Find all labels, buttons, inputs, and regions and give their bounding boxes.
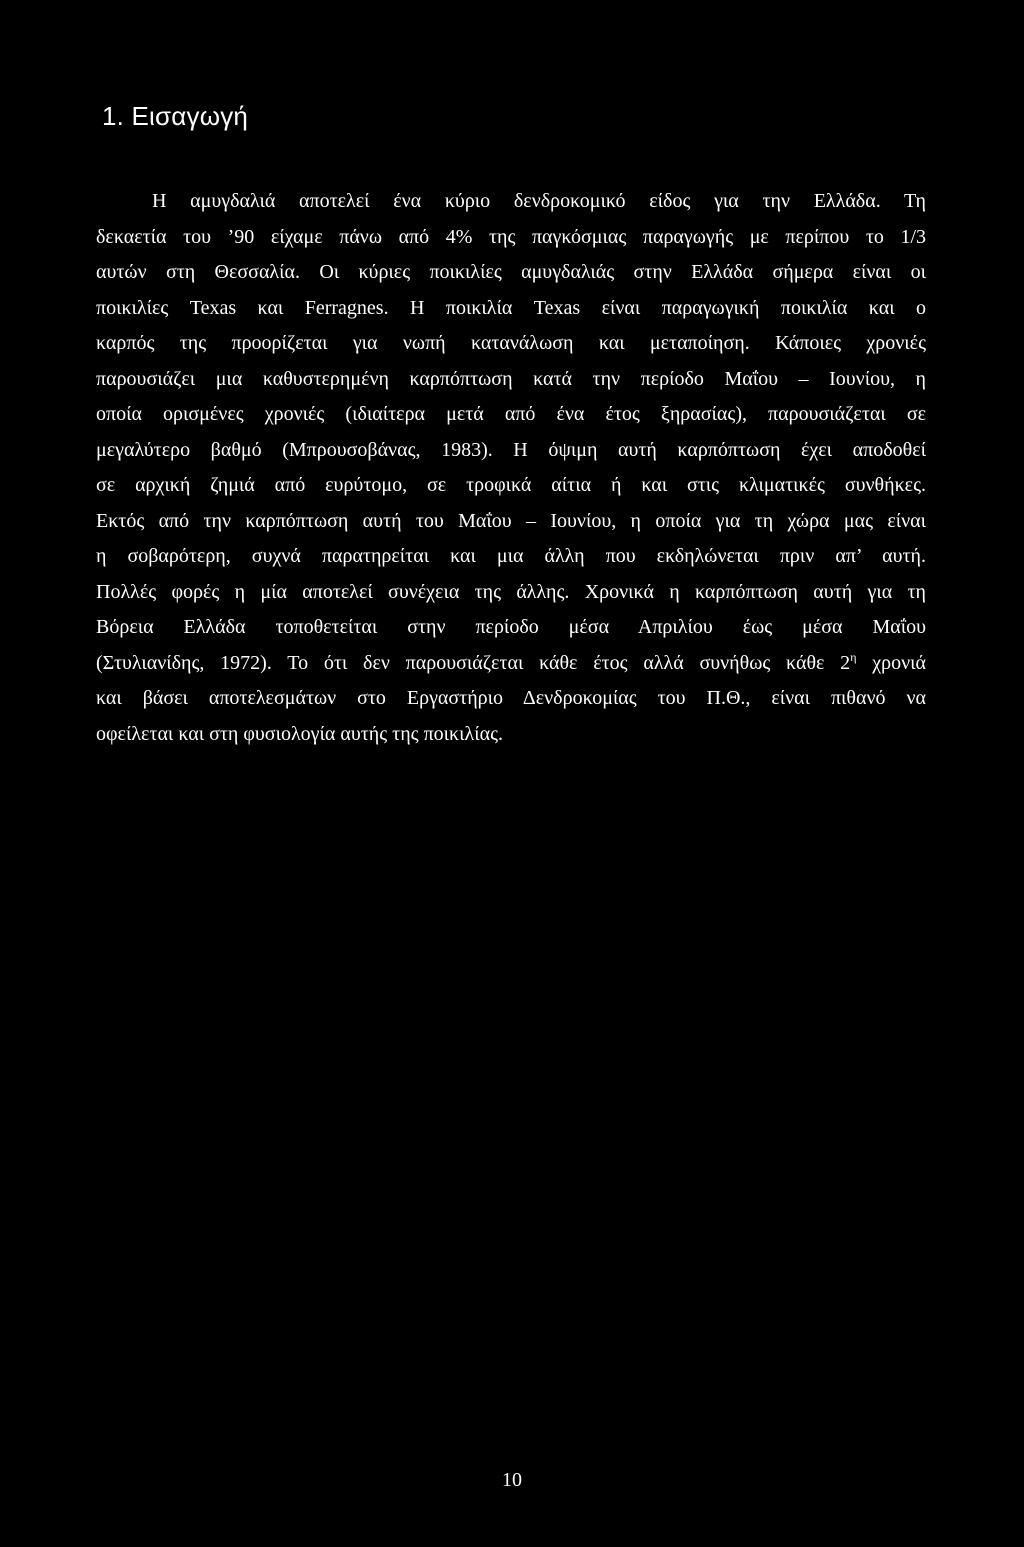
text-line: σε αρχική ζημιά από ευρύτομο, σε τροφικά αίτια ή και στις κλιματικές συνθήκες.: [96, 474, 926, 496]
text-line-with-superscript: [96, 646, 926, 682]
text-line: Πολλές φορές η μία αποτελεί συνέχεια της άλλης. Χρονικά η καρπόπτωση αυτή για τη: [96, 580, 926, 603]
superscript: η: [850, 649, 857, 664]
text-line: και βάσει αποτελεσμάτων στο Εργαστήριο Δενδροκομίας του Π.Θ., είναι πιθανό να: [96, 687, 926, 709]
text-line: μεγαλύτερο βαθμό (Μπρουσοβάνας, 1983). Η όψιμη αυτή καρπόπτωση έχει αποδοθεί: [96, 438, 926, 461]
text-segment: (Στυλιανίδης, 1972). Το ότι δεν παρουσιάζεται κάθε έτος αλλά συνήθως κάθε 2: [96, 651, 851, 674]
section-heading: 1. Εισαγωγή: [102, 101, 249, 131]
text-line: η σοβαρότερη, συχνά παρατηρείται και μια άλλη που εκδηλώνεται πριν απ’ αυτή.: [96, 545, 926, 567]
text-segment: χρονιά: [856, 651, 926, 674]
page-number: 10: [502, 1469, 522, 1491]
text-line: αυτών στη Θεσσαλία. Οι κύριες ποικιλίες αμυγδαλιάς στην Ελλάδα σήμερα είναι οι: [96, 261, 926, 283]
text-line: καρπός της προορίζεται για νωπή κατανάλωση και μεταποίηση. Κάποιες χρονιές: [96, 332, 926, 354]
text-line-last: οφείλεται και στη φυσιολογία αυτής της ποικιλίας.: [96, 722, 503, 745]
body-paragraph: [96, 184, 926, 752]
text-line: παρουσιάζει μια καθυστερημένη καρπόπτωση κατά την περίοδο Μαΐου – Ιουνίου, η: [96, 367, 926, 390]
text-line: Βόρεια Ελλάδα τοποθετείται στην περίοδο μέσα Απριλίου έως μέσα Μαΐου: [96, 616, 926, 638]
text-line: Εκτός από την καρπόπτωση αυτή του Μαΐου – Ιουνίου, η οποία για τη χώρα μας είναι: [96, 509, 926, 532]
text-line: Η αμυγδαλιά αποτελεί ένα κύριο δενδροκομικό είδος για την Ελλάδα. Τη: [152, 190, 926, 212]
text-line: δεκαετία του ’90 είχαμε πάνω από 4% της παγκόσμιας παραγωγής με περίπου το 1/3: [96, 225, 926, 248]
text-line: ποικιλίες Texas και Ferragnes. Η ποικιλία Texas είναι παραγωγική ποικιλία και ο: [96, 296, 926, 319]
text-line: οποία ορισμένες χρονιές (ιδιαίτερα μετά από ένα έτος ξηρασίας), παρουσιάζεται σε: [96, 403, 926, 425]
